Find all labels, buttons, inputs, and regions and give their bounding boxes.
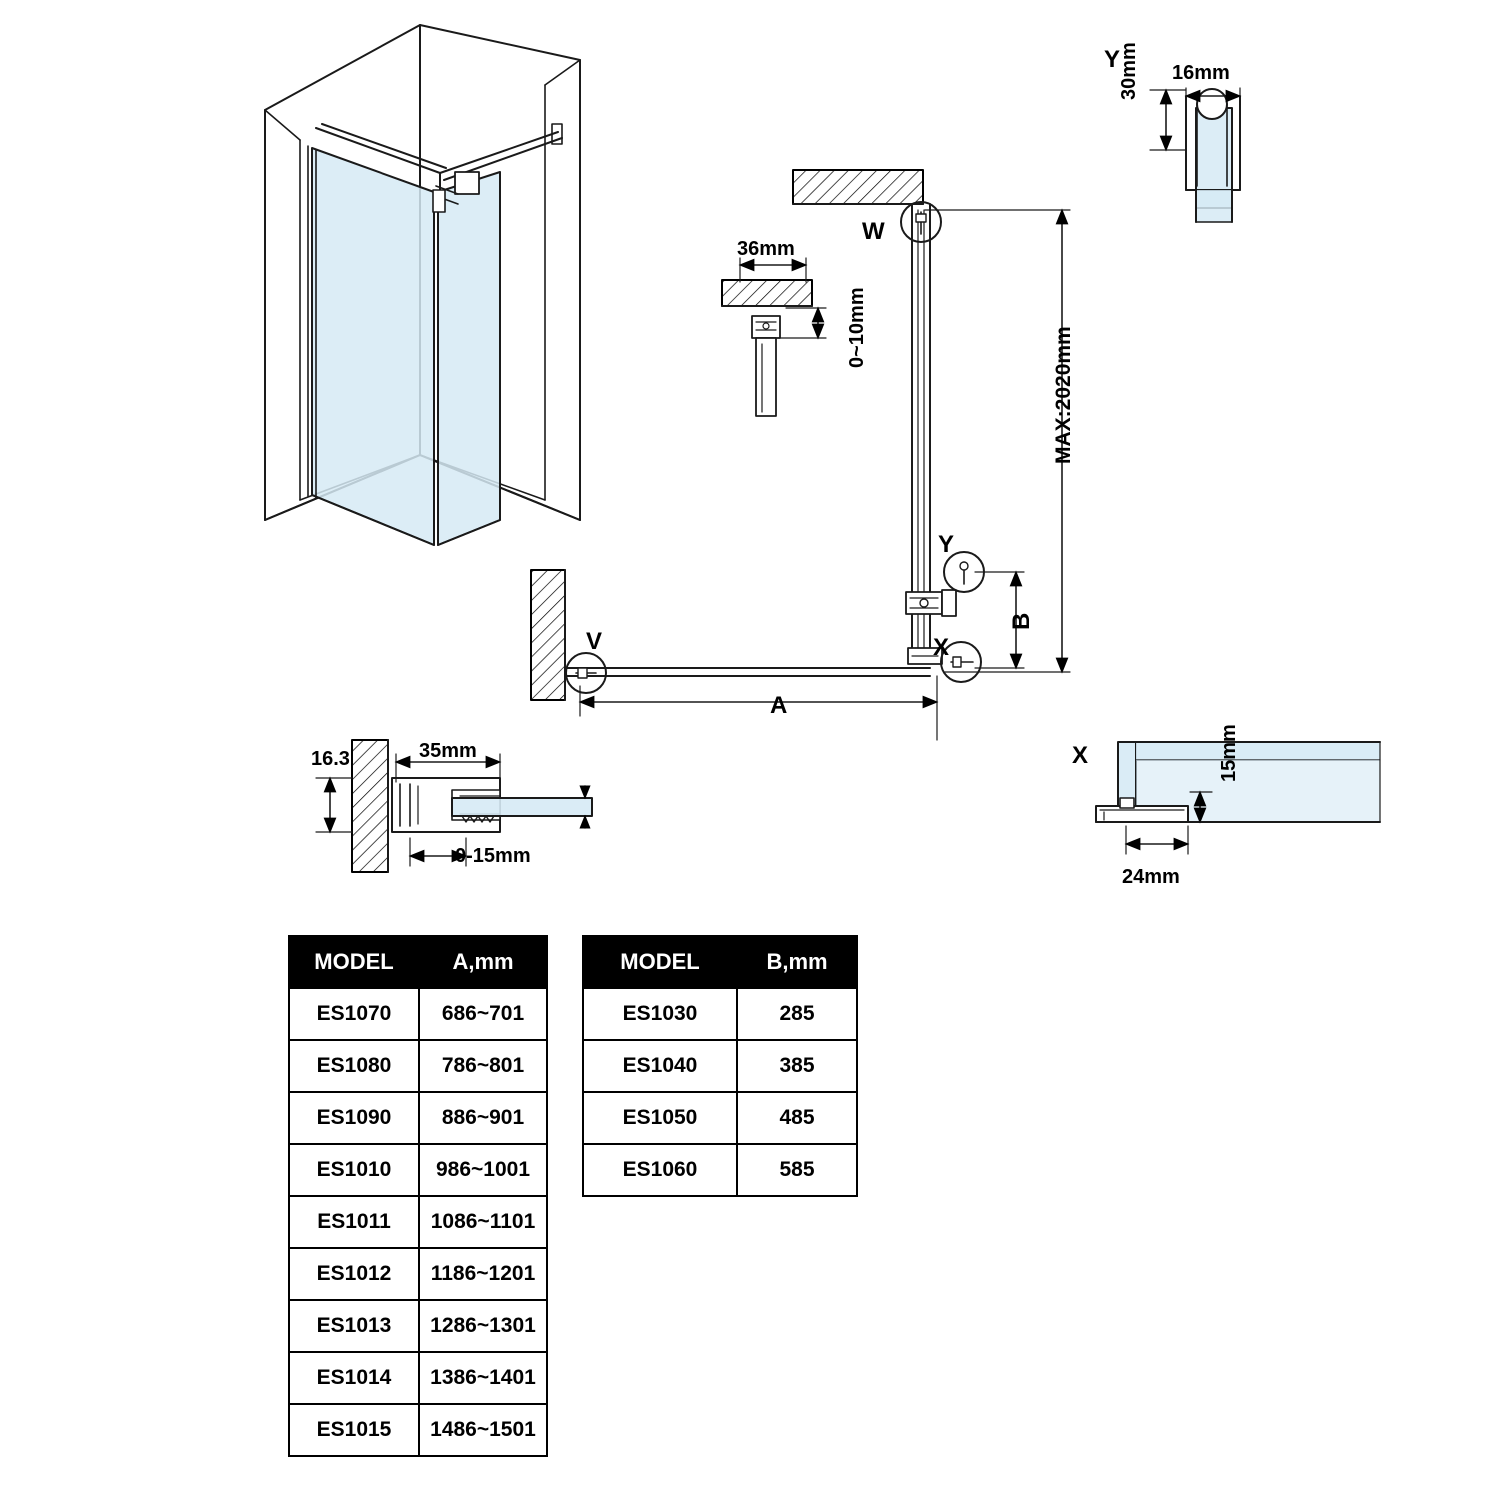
table-b-value: 585 [737, 1144, 857, 1196]
table-a-value: 886~901 [419, 1092, 547, 1144]
detail-y-view [1150, 88, 1240, 222]
dim-15mm: 15mm [1218, 724, 1240, 782]
dim-30mm: 30mm [1118, 42, 1140, 100]
table-row [289, 1352, 547, 1404]
table-a-model: ES1013 [289, 1300, 419, 1352]
table-row [289, 1248, 547, 1300]
table-a-value: 1186~1201 [419, 1248, 547, 1300]
dim-0-15mm: 0-15mm [455, 845, 531, 867]
detail-title-x: X [1072, 742, 1089, 769]
table-a-model: ES1090 [289, 1092, 419, 1144]
table-b-value: 485 [737, 1092, 857, 1144]
dim-36mm: 36mm [737, 238, 795, 260]
dim-b: B [1008, 612, 1035, 630]
table-a-model: ES1012 [289, 1248, 419, 1300]
table-a-value: 986~1001 [419, 1144, 547, 1196]
table-b-header-row [583, 936, 857, 988]
detail-title-y: Y [1104, 46, 1121, 73]
table-a-value: 1486~1501 [419, 1404, 547, 1456]
callout-label-w: W [862, 218, 885, 245]
table-a-model: ES1070 [289, 988, 419, 1040]
dim-a: A [770, 692, 788, 719]
table-a-model: ES1080 [289, 1040, 419, 1092]
table-a-header-row [289, 936, 547, 988]
table-b-model: ES1030 [583, 988, 737, 1040]
table-b-value: 285 [737, 988, 857, 1040]
table-b-value: 385 [737, 1040, 857, 1092]
table-a-model: ES1010 [289, 1144, 419, 1196]
table-a-value: 1086~1101 [419, 1196, 547, 1248]
dim-ceiling-gap: 0~10mm [846, 287, 868, 368]
table-a-header-value: A,mm [419, 936, 547, 988]
dim-max-height: MAX:2020mm [1052, 326, 1075, 464]
table-row [583, 1040, 857, 1092]
table-b-model: ES1060 [583, 1144, 737, 1196]
table-row [289, 988, 547, 1040]
table-row [583, 1144, 857, 1196]
table-a-header-model: MODEL [289, 936, 419, 988]
table-row [583, 988, 857, 1040]
dim-35mm: 35mm [419, 740, 477, 762]
model-table-a [288, 935, 548, 1457]
dim-24mm: 24mm [1122, 866, 1180, 888]
table-row [289, 1144, 547, 1196]
dim-16-3: 16.3 [311, 748, 350, 770]
callout-label-y: Y [938, 531, 955, 558]
table-a-value: 686~701 [419, 988, 547, 1040]
perspective-view [265, 25, 580, 545]
dim-16mm: 16mm [1172, 62, 1230, 84]
table-a-value: 1286~1301 [419, 1300, 547, 1352]
table-row [289, 1040, 547, 1092]
model-table-b [582, 935, 858, 1197]
table-row [583, 1092, 857, 1144]
table-a-model: ES1015 [289, 1404, 419, 1456]
table-a-model: ES1014 [289, 1352, 419, 1404]
table-b-model: ES1040 [583, 1040, 737, 1092]
table-row [289, 1404, 547, 1456]
table-row [289, 1300, 547, 1352]
table-a-model: ES1011 [289, 1196, 419, 1248]
table-a-value: 1386~1401 [419, 1352, 547, 1404]
table-b-model: ES1050 [583, 1092, 737, 1144]
table-row [289, 1092, 547, 1144]
table-b-header-model: MODEL [583, 936, 737, 988]
callout-label-v: V [586, 628, 603, 655]
table-b-header-value: B,mm [737, 936, 857, 988]
table-row [289, 1196, 547, 1248]
callout-label-x: X [933, 634, 950, 661]
plan-view [531, 170, 1070, 740]
table-a-value: 786~801 [419, 1040, 547, 1092]
